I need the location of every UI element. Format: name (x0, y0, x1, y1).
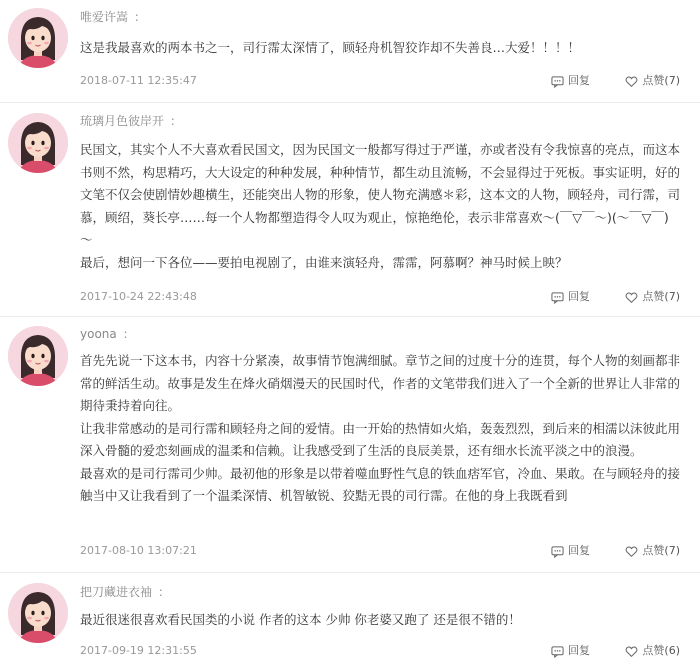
reply-label: 回复 (568, 644, 590, 657)
heart-outline-icon (625, 645, 638, 658)
comment-bubble-icon (551, 291, 564, 304)
comment-username[interactable]: yoona ： (80, 327, 135, 341)
comment-paragraph: 最喜欢的是司行霈司少帅。最初他的形象是以带着噬血野性气息的铁血痞军官，冷血、果敢。在与顾轻舟的接触当中又让我看到了一个温柔深情、机智敏锐、狡黠无畏的司行霈。在他的身上我既看到 (80, 465, 681, 503)
like-label: 点赞(7) (642, 74, 680, 87)
reply-button[interactable] (551, 643, 590, 659)
reply-label: 回复 (568, 74, 590, 87)
reply-button[interactable] (551, 289, 590, 305)
heart-outline-icon (625, 75, 638, 88)
username-separator: ： (122, 327, 135, 341)
comment-meta (80, 643, 680, 659)
comment-username[interactable]: 琉璃月色彼岸开 ： (80, 114, 183, 128)
comment-item (0, 103, 700, 317)
comment-timestamp: 2018-07-11 12:35:47 (80, 74, 197, 87)
comment-meta (80, 73, 680, 89)
comment-paragraph: 民国文，其实个人不大喜欢看民国文，因为民国文一般都写得过于严谨，亦或者没有令我惊喜的亮点，而这本书则不然，构思精巧，大大设定的种种发展，种种情节，都生动且流畅，不会显得过于死板。事实证明，好的文笔不仅会使剧情妙趣横生，还能突出人物的形象，使人物充满感＊彩，这本文的人物，顾轻舟，司行霈，司慕，顾绍，葵长亭……每一个人物都塑造得令人叹为观止，惊艳绝伦，表示非常喜欢～(￣▽￣～)(～￣▽￣)～ (80, 142, 681, 247)
comment-timestamp: 2017-09-19 12:31:55 (80, 644, 197, 657)
username-separator: ： (134, 10, 147, 24)
comment-bubble-icon (551, 75, 564, 88)
comment-item (0, 0, 700, 103)
comment-bubble-icon (551, 645, 564, 658)
comment-item (0, 573, 700, 670)
like-button[interactable] (625, 543, 680, 559)
comment-content (80, 139, 680, 274)
comment-username[interactable]: 把刀藏进衣袖 ： (80, 585, 171, 599)
comment-timestamp: 2017-08-10 13:07:21 (80, 544, 197, 557)
like-label: 点赞(7) (642, 290, 680, 303)
avatar[interactable] (8, 113, 68, 173)
comment-paragraph: 首先先说一下这本书，内容十分紧凑，故事情节饱满细腻。章节之间的过度十分的连贯，每个人物的刻画都非常的鲜活生动。故事是发生在烽火硝烟漫天的民国时代，作者的文笔带我们进入了一个全新的世界让人非常的期待秉持着向往。 (80, 353, 681, 413)
comment-content (80, 350, 680, 508)
username-separator: ： (158, 585, 171, 599)
reply-label: 回复 (568, 544, 590, 557)
comment-paragraph: 这是我最喜欢的两本书之一，司行霈太深情了，顾轻舟机智狡诈却不失善良…大爱！！！！ (80, 40, 581, 55)
comment-item (0, 317, 700, 573)
like-button[interactable] (625, 643, 680, 659)
reply-label: 回复 (568, 290, 590, 303)
comment-paragraph: 最近很迷很喜欢看民国类的小说 作者的这本 少帅 你老婆又跑了 还是很不错的！ (80, 612, 521, 627)
like-label: 点赞(7) (642, 544, 680, 557)
reply-button[interactable] (551, 543, 590, 559)
comment-timestamp: 2017-10-24 22:43:48 (80, 290, 197, 303)
comment-content (80, 609, 680, 632)
avatar[interactable] (8, 8, 68, 68)
comment-paragraph: 最后，想问一下各位——要拍电视剧了，由谁来演轻舟，霈霈，阿慕啊？神马时候上映？ (80, 254, 568, 270)
comment-content (80, 37, 680, 60)
reply-button[interactable] (551, 73, 590, 89)
like-label: 点赞(6) (642, 644, 680, 657)
comment-bubble-icon (551, 545, 564, 558)
comment-username[interactable]: 唯爱许嵩 ： (80, 10, 147, 24)
comment-meta (80, 289, 680, 305)
comment-meta (80, 543, 680, 559)
avatar[interactable] (8, 583, 68, 643)
like-button[interactable] (625, 73, 680, 89)
heart-outline-icon (625, 291, 638, 304)
like-button[interactable] (625, 289, 680, 305)
avatar[interactable] (8, 326, 68, 386)
comment-paragraph: 让我非常感动的是司行霈和顾轻舟之间的爱情。由一开始的热情如火焰，轰轰烈烈，到后来的相濡以沫彼此用深入骨髓的爱恋刻画成的温柔和信赖。让我感受到了生活的良辰美景，还有细水长流平淡之中的浪漫。 (80, 420, 681, 458)
username-separator: ： (170, 114, 183, 128)
heart-outline-icon (625, 545, 638, 558)
